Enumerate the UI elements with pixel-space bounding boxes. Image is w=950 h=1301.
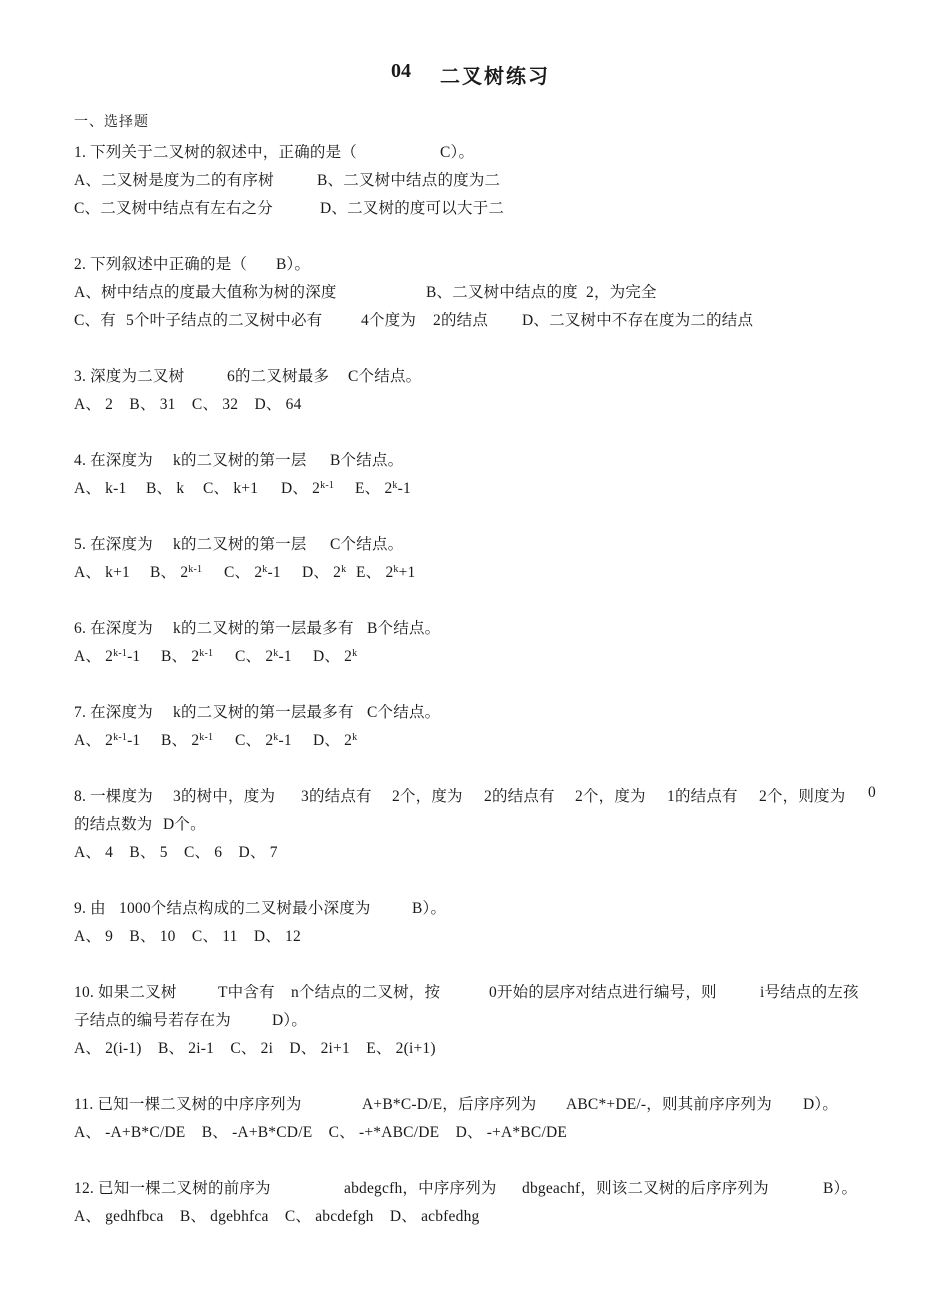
question-8-stem-cont: 的结点数为 D个。 <box>0 812 950 834</box>
question-11-options: A、 -A+B*C/DE B、 -A+B*CD/E C、 -+*ABC/DE D、 -+A*BC/DE <box>74 1124 568 1141</box>
answer-9: B）。 <box>412 900 447 917</box>
question-4-stem: 4. 在深度为 k的二叉树的第一层 B个结点。 <box>0 448 950 470</box>
question-10-options: A、 2(i-1) B、 2i-1 C、 2i D、 2i+1 E、 2(i+1) <box>74 1040 436 1057</box>
question-4-options: A、 k-1 B、 k C、 k+1 D、 2$^{k-1}$ E、 2$^k$-1 <box>74 480 411 497</box>
question-1-options-row-2: C、二叉树中结点有左右之分 D、二叉树的度可以大于二 <box>74 200 505 217</box>
answer-2: B）。 <box>276 256 311 273</box>
question-5-stem: 5. 在深度为 k的二叉树的第一层 C个结点。 <box>0 532 950 554</box>
question-12-stem: 12. 已知一棵二叉树的前序为 abdegcfh，中序序列为 dbgeachf，则该二叉树的后序序列为 B）。 <box>0 1176 950 1198</box>
question-1-stem: 1. 下列关于二叉树的叙述中，正确的是（ C）。 <box>0 140 950 162</box>
section-heading: 一、选择题 <box>74 115 149 130</box>
title-number: 04 <box>391 60 411 82</box>
question-2-options-row-1: A、树中结点的度最大值称为树的深度 B、二叉树中结点的度 2，为完全 <box>74 284 657 301</box>
answer-11: D）。 <box>803 1096 839 1113</box>
question-3-stem: 3. 深度为二叉树 6的二叉树最多 C个结点。 <box>0 364 950 386</box>
question-9-stem: 9. 由 1000个结点构成的二叉树最小深度为 B）。 <box>0 896 950 918</box>
answer-12: B）。 <box>823 1180 858 1197</box>
question-2-stem: 2. 下列叙述中正确的是（ B）。 <box>0 252 950 274</box>
question-7-options: A、 2$^{k-1}$-1 B、 2$^{k-1}$ C、 2$^k$-1 D、 2$^k$ <box>74 732 358 749</box>
document-title <box>0 60 950 86</box>
question-12-options: A、 gedhfbca B、 dgebhfca C、 abcdefgh D、 acbfedhg <box>74 1208 480 1225</box>
question-7-stem: 7. 在深度为 k的二叉树的第一层最多有 C个结点。 <box>0 700 950 722</box>
question-8-stem: 8. 一棵度为 3的树中，度为 3的结点有 2个，度为 2的结点有 2个，度为 1的结点有 2个，则度为 0 <box>74 784 876 805</box>
question-10-stem-cont: 子结点的编号若存在为 D）。 <box>0 1008 950 1030</box>
question-6-options: A、 2$^{k-1}$-1 B、 2$^{k-1}$ C、 2$^k$-1 D、 2$^k$ <box>74 648 358 665</box>
answer-4: B个结点。 <box>330 452 404 469</box>
question-8-options: A、 4 B、 5 C、 6 D、 7 <box>74 844 278 861</box>
question-10-stem: 10. 如果二叉树 T中含有 n个结点的二叉树，按 0开始的层序对结点进行编号，则 i号结点的左孩 <box>74 984 859 1001</box>
answer-10: D）。 <box>272 1012 308 1029</box>
title-text: 二叉树练习 <box>440 66 550 88</box>
answer-6: B个结点。 <box>367 620 441 637</box>
answer-8: D个。 <box>163 816 206 833</box>
answer-5: C个结点。 <box>330 536 404 553</box>
answer-7: C个结点。 <box>367 704 441 721</box>
question-5-options: A、 k+1 B、 2$^{k-1}$ C、 2$^k$-1 D、 2$^k$ E、 $2^k+1$ <box>74 564 416 581</box>
answer-1: C）。 <box>440 144 475 161</box>
answer-3: C个结点。 <box>348 368 422 385</box>
question-1-options-row-1: A、二叉树是度为二的有序树 B、二叉树中结点的度为二 <box>74 172 501 189</box>
question-2-options-row-2: C、有 5个叶子结点的二叉树中必有 4个度为 2的结点 D、二叉树中不存在度为二的结点 <box>74 312 754 329</box>
question-3-options: A、 2 B、 31 C、 32 D、 64 <box>74 396 302 413</box>
question-6-stem: 6. 在深度为 k的二叉树的第一层最多有 B个结点。 <box>0 616 950 638</box>
question-9-options: A、 9 B、 10 C、 11 D、 12 <box>74 928 301 945</box>
question-11-stem: 11. 已知一棵二叉树的中序序列为 A+B*C-D/E，后序序列为 ABC*+DE/-，则其前序序列为 D）。 <box>0 1092 950 1114</box>
